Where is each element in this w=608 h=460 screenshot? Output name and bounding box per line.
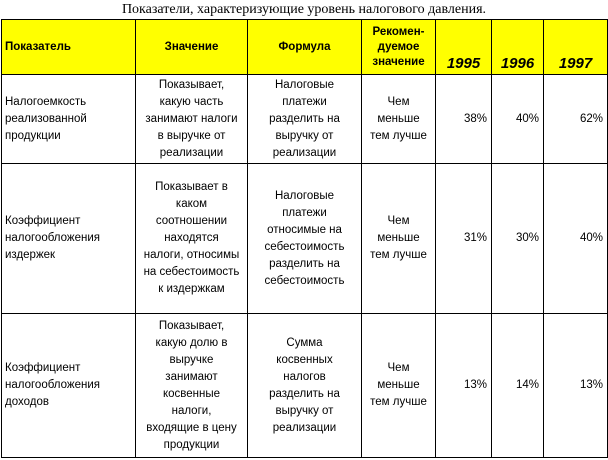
indicator-cell: Коэффициент налогообложения доходов bbox=[2, 314, 136, 458]
header-year-1995: 1995 bbox=[436, 20, 492, 75]
formula-cell: Налоговые платежи относимые на себестоимость разделить на себестоимость bbox=[248, 164, 362, 314]
meaning-cell: Показывает, какую долю в выручке занимают косвенные налоги, входящие в цену продукции bbox=[136, 314, 248, 458]
recommended-cell: Чем меньше тем лучше bbox=[362, 164, 436, 314]
value-1995-cell: 31% bbox=[436, 164, 492, 314]
value-1997-cell: 62% bbox=[544, 75, 608, 164]
formula-cell: Налоговые платежи разделить на выручку от реализации bbox=[248, 75, 362, 164]
tax-burden-table bbox=[1, 19, 608, 458]
value-1995-cell: 38% bbox=[436, 75, 492, 164]
page-title: Показатели, характеризующие уровень налогового давления. bbox=[121, 2, 487, 17]
header-recommended: Рекомен- дуемое значение bbox=[362, 20, 436, 75]
meaning-cell: Показывает, какую часть занимают налоги в выручке от реализации bbox=[136, 75, 248, 164]
indicator-cell: Коэффициент налогообложения издержек bbox=[2, 164, 136, 314]
meaning-cell: Показывает в каком соотношении находятся налоги, относимы на себестоимость к издержкам bbox=[136, 164, 248, 314]
table-row bbox=[2, 314, 608, 458]
header-year-1996: 1996 bbox=[492, 20, 544, 75]
formula-cell: Сумма косвенных налогов разделить на выручку от реализации bbox=[248, 314, 362, 458]
header-meaning: Значение bbox=[136, 20, 248, 75]
header-indicator: Показатель bbox=[2, 20, 136, 75]
recommended-cell: Чем меньше тем лучше bbox=[362, 75, 436, 164]
table-row bbox=[2, 75, 608, 164]
value-1996-cell: 40% bbox=[492, 75, 544, 164]
header-year-1997: 1997 bbox=[544, 20, 608, 75]
table-row bbox=[2, 164, 608, 314]
value-1996-cell: 14% bbox=[492, 314, 544, 458]
value-1997-cell: 40% bbox=[544, 164, 608, 314]
table-header-row bbox=[2, 20, 608, 75]
value-1997-cell: 13% bbox=[544, 314, 608, 458]
value-1996-cell: 30% bbox=[492, 164, 544, 314]
value-1995-cell: 13% bbox=[436, 314, 492, 458]
header-formula: Формула bbox=[248, 20, 362, 75]
indicator-cell: Налогоемкость реализованной продукции bbox=[2, 75, 136, 164]
recommended-cell: Чем меньше тем лучше bbox=[362, 314, 436, 458]
